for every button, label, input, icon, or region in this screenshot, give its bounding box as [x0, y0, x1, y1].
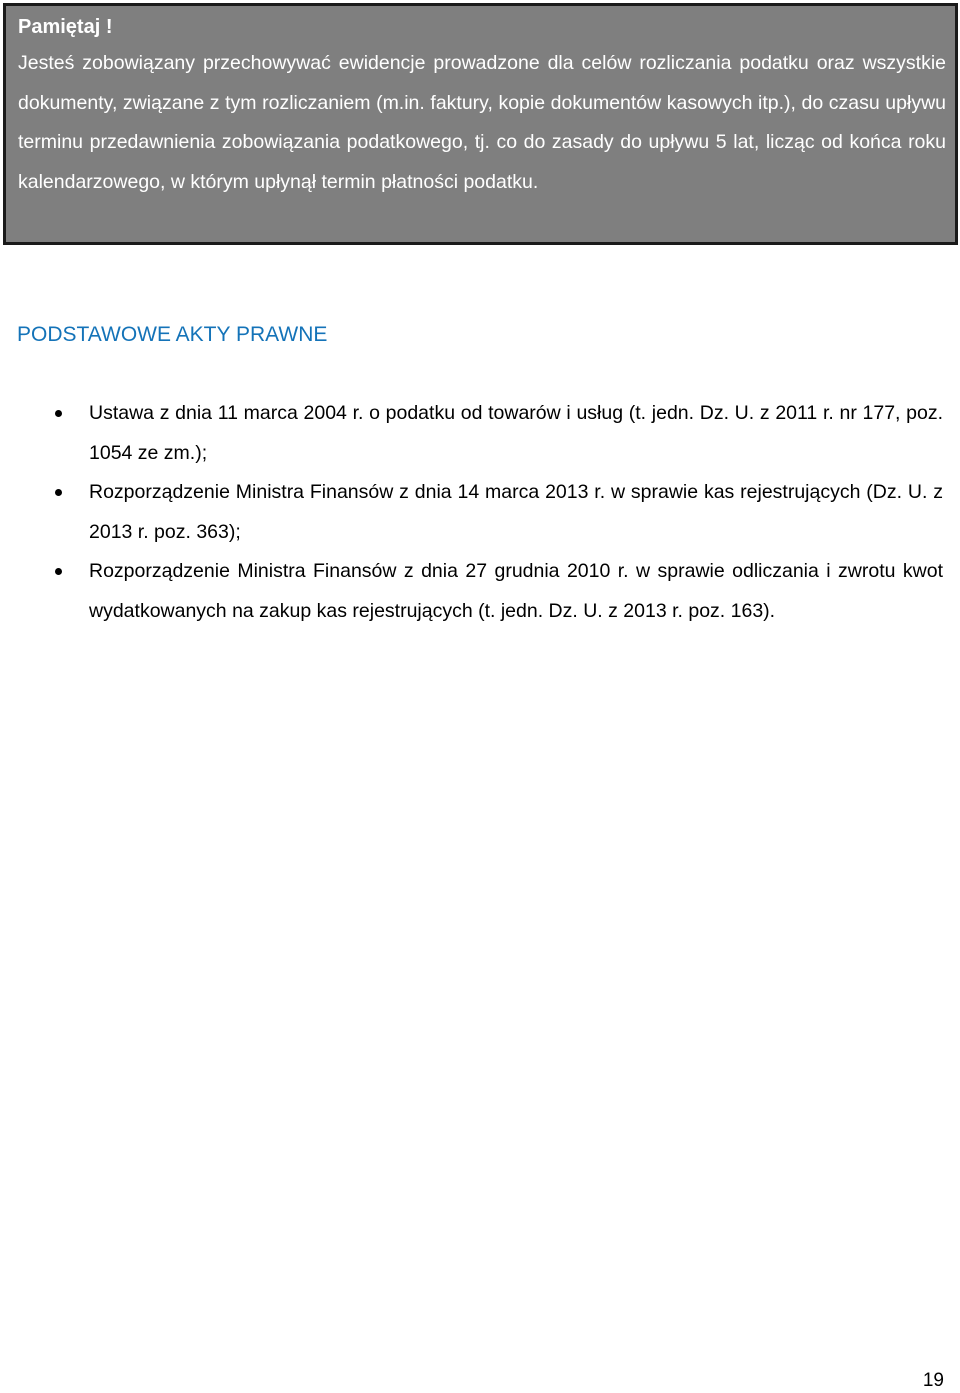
section-heading: PODSTAWOWE AKTY PRAWNE [17, 323, 328, 346]
notice-box [3, 3, 958, 245]
list-item-text: Rozporządzenie Ministra Finansów z dnia 27 grudnia 2010 r. w sprawie odliczania i zwrotu kwot wydatkowanych na zakup kas rejestrujących (t. jedn. Dz. U. z 2013 r. poz. 163). [89, 560, 943, 622]
list-item [0, 394, 943, 473]
list-item [0, 473, 943, 552]
list-item-text: Ustawa z dnia 11 marca 2004 r. o podatku od towarów i usług (t. jedn. Dz. U. z 2011 r. nr 177, poz. 1054 ze zm.); [89, 402, 943, 464]
bullet-icon [55, 410, 62, 417]
bullet-icon [55, 489, 62, 496]
page-number: 19 [922, 1370, 944, 1391]
notice-text: Jesteś zobowiązany przechowywać ewidencje prowadzone dla celów rozliczania podatku oraz wszystkie dokumenty, związane z tym rozliczaniem (m.in. faktury, kopie dokumentów kasowych itp.), do czasu upływu terminu przedawnienia zobowiązania podatkowego, tj. co do zasady do upływu 5 lat, licząc od końca roku kalendarzowego, w którym upłynął termin płatności podatku. [18, 52, 946, 193]
legal-acts-list [0, 394, 960, 631]
list-item-text: Rozporządzenie Ministra Finansów z dnia 14 marca 2013 r. w sprawie kas rejestrujących (Dz. U. z 2013 r. poz. 363); [89, 481, 943, 543]
list-item [0, 552, 943, 631]
bullet-icon [55, 568, 62, 575]
notice-title: Pamiętaj ! [18, 16, 113, 38]
